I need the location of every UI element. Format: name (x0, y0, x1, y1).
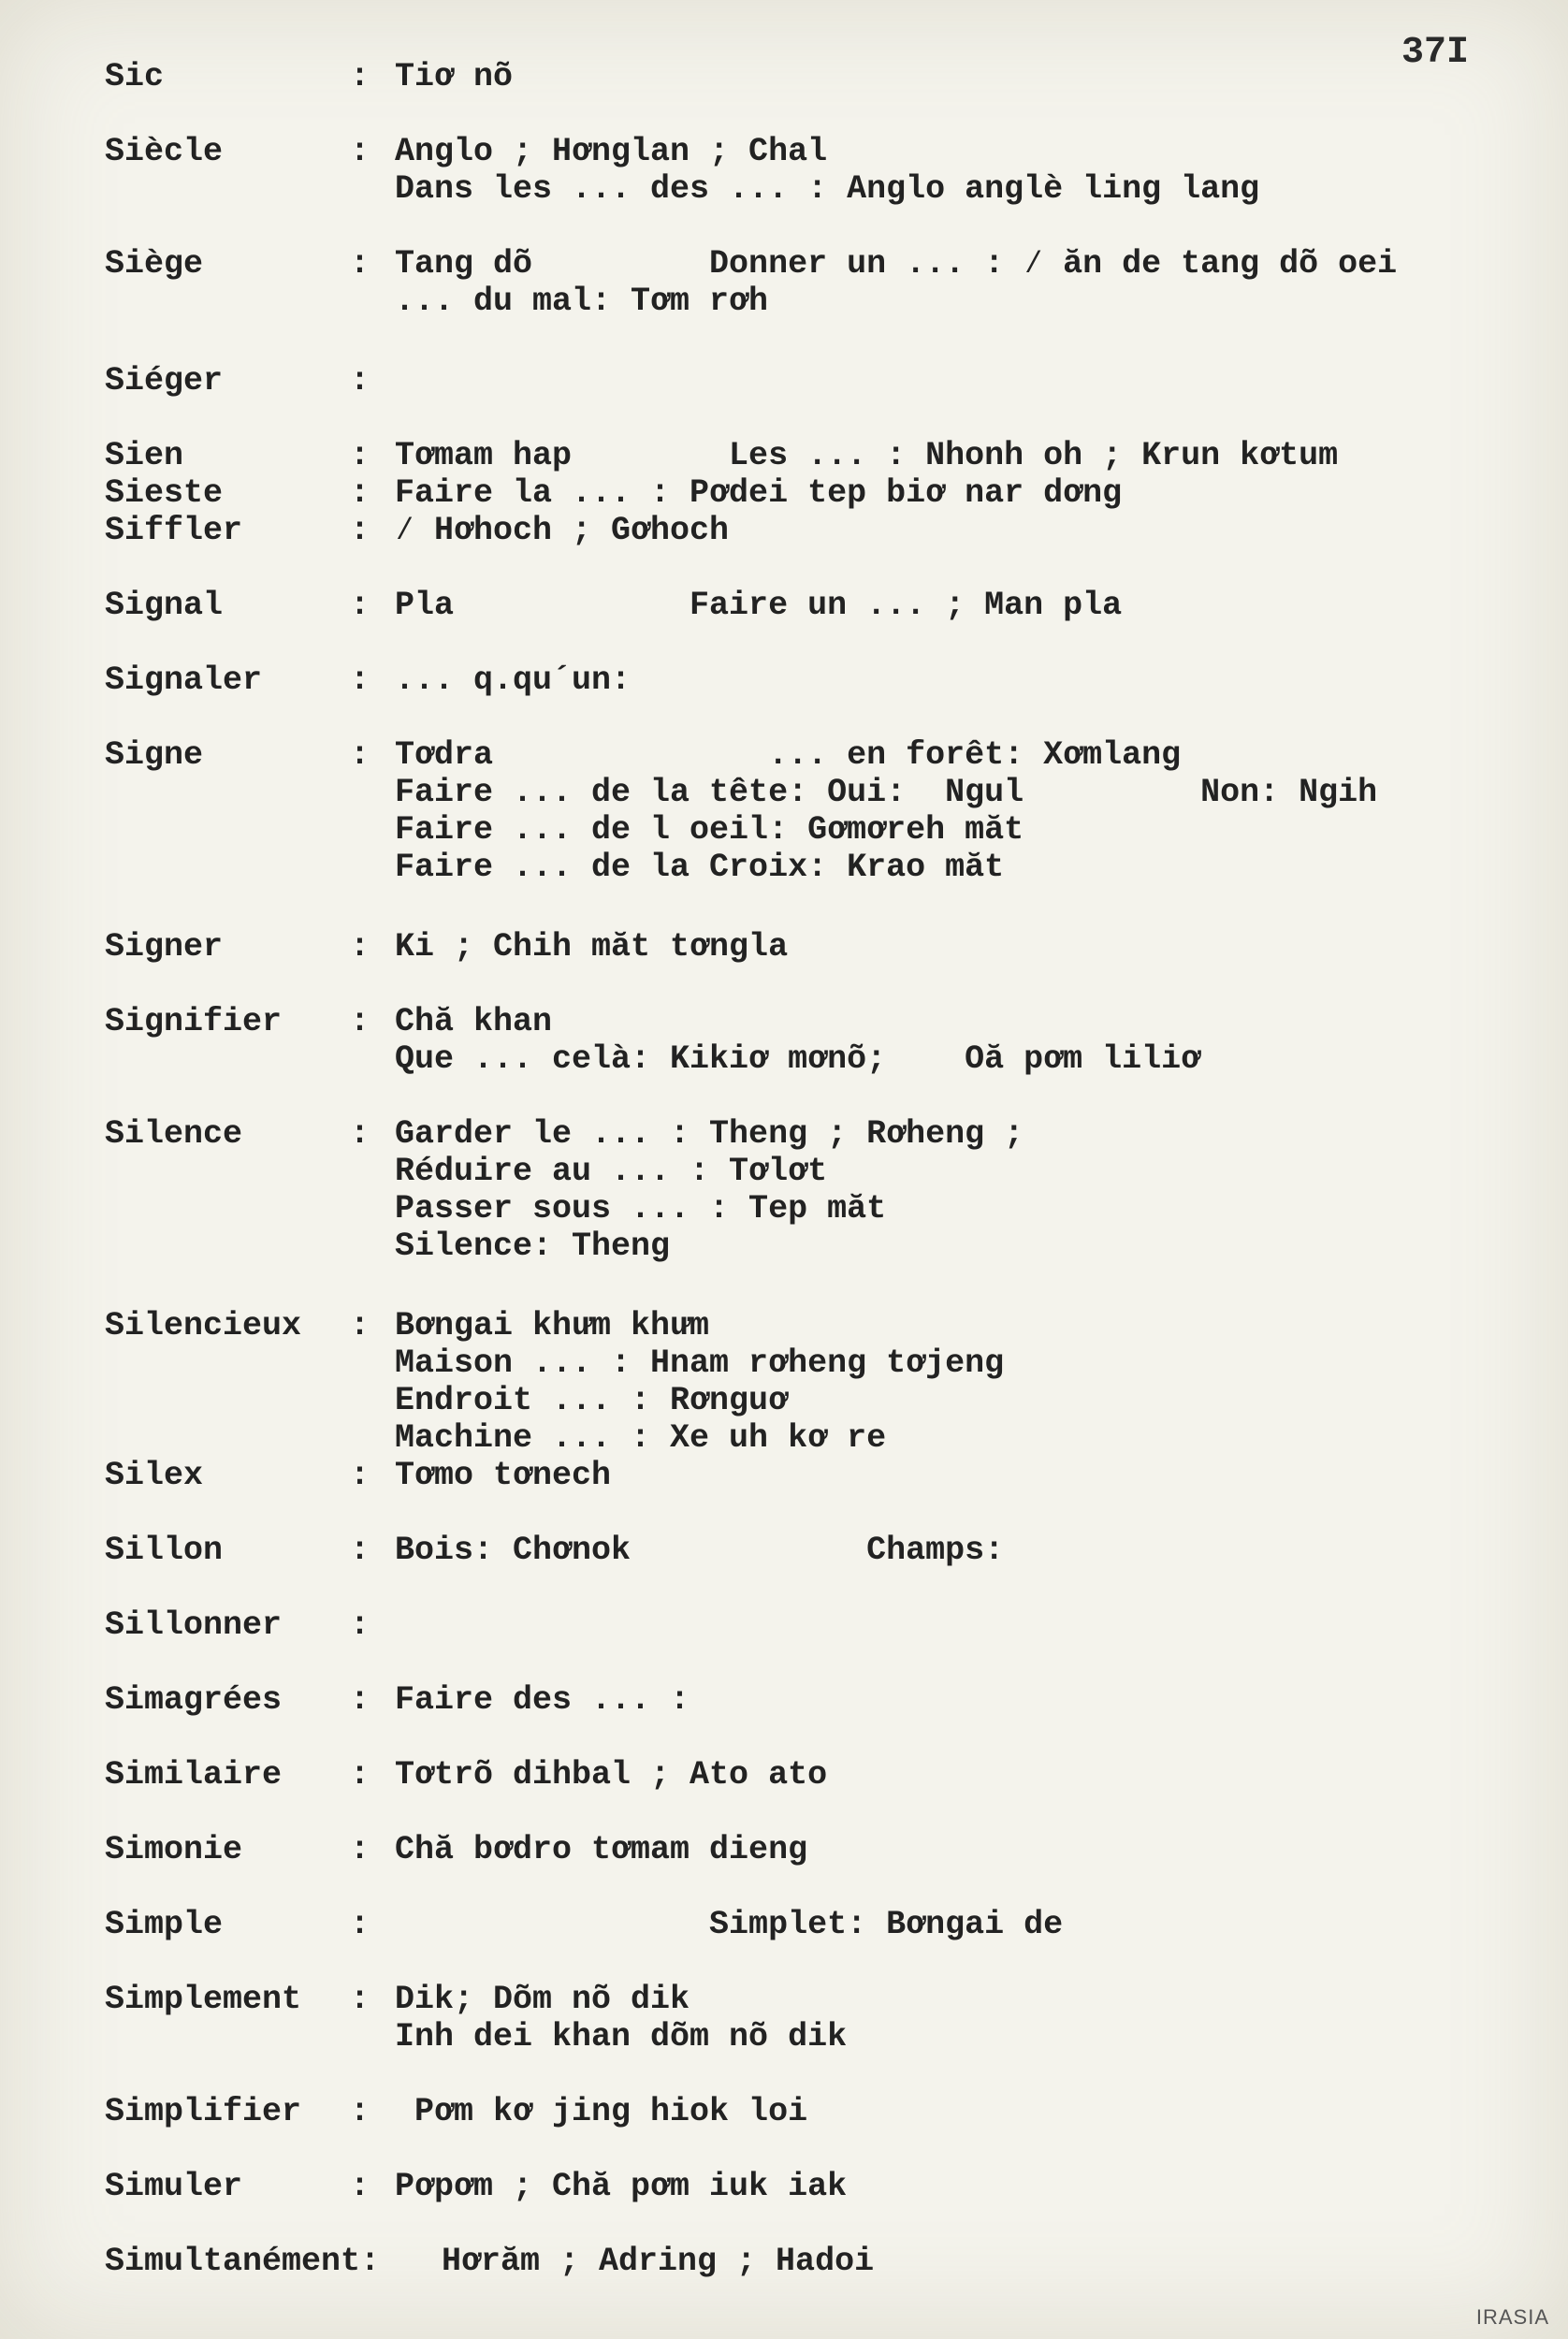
definition-line: Passer sous ... : Tep măt (395, 1190, 887, 1228)
separator-colon: : (350, 1532, 370, 1569)
definition-line: ... q.qu´un: (395, 661, 632, 699)
definition-line: Faire ... de l oeil: Gơmơreh măt (395, 811, 1024, 849)
dictionary-entry (105, 1003, 1508, 1078)
headword: Simuler (105, 2168, 243, 2205)
separator-colon: : (350, 2168, 370, 2205)
definition-line: Anglo ; Hơnglan ; Chal (395, 133, 828, 170)
dictionary-entry (105, 1906, 1508, 1943)
definition-line: Chă khan (395, 1003, 553, 1040)
definition-line: Pơpơm ; Chă pơm iuk iak (395, 2168, 848, 2205)
headword: Siège (105, 245, 204, 283)
definition-line: Faire la ... : Pơdei tep biơ nar dơng (395, 474, 1123, 512)
separator-colon: : (350, 587, 370, 624)
watermark: IRASIA (1475, 2305, 1549, 2329)
separator-colon: : (350, 736, 370, 774)
definition-line: Tiơ nõ (395, 58, 514, 95)
dictionary-entry (105, 512, 1508, 549)
definition-line: Hơrăm ; Adring ; Hadoi (442, 2243, 875, 2280)
definition-line: Pla Faire un ... ; Man pla (395, 587, 1123, 624)
dictionary-entry (105, 661, 1508, 699)
separator-colon: : (350, 1906, 370, 1943)
headword: Siffler (105, 512, 243, 549)
definition-line: Faire ... de la Croix: Krao măt (395, 849, 1005, 886)
definition-line: Dik; Dõm nõ dik (395, 1981, 690, 2018)
definition-line: Pơm kơ jing hiok loi (395, 2093, 808, 2130)
separator-colon: : (350, 1981, 370, 2018)
headword: Siéger (105, 362, 224, 400)
definition-line: Inh dei khan dõm nõ dik (395, 2018, 848, 2056)
separator-colon: : (350, 1606, 370, 1644)
dictionary-entry (105, 2093, 1508, 2130)
separator-colon: : (350, 1003, 370, 1040)
headword: Silencieux (105, 1307, 302, 1344)
definition-line: Chă bơdro tơmam dieng (395, 1831, 808, 1868)
definition-line: Tơdra ... en forêt: Xơmlang (395, 736, 1182, 774)
dictionary-entry (105, 58, 1508, 95)
headword: Signifier (105, 1003, 283, 1040)
dictionary-entry (105, 1681, 1508, 1719)
separator-colon: : (350, 362, 370, 400)
dictionary-entry (105, 362, 1508, 400)
definition-line: Bơngai khưm khưm (395, 1307, 710, 1344)
separator-colon: : (350, 1681, 370, 1719)
page-number: 37I (1401, 32, 1469, 74)
separator-colon: : (350, 2093, 370, 2130)
definition-line: Faire des ... : (395, 1681, 690, 1719)
separator-colon: : (350, 1756, 370, 1794)
separator-colon: : (350, 661, 370, 699)
separator-colon: : (350, 245, 370, 283)
headword: Similaire (105, 1756, 283, 1794)
definition-line: Bois: Chơnok Champs: (395, 1532, 1005, 1569)
dictionary-entry (105, 2168, 1508, 2205)
definition-line: Que ... celà: Kikiơ mơnõ; Oă pơm liliơ (395, 1040, 1201, 1078)
separator-colon: : (350, 512, 370, 549)
separator-colon: : (350, 928, 370, 966)
separator-colon: : (350, 133, 370, 170)
dictionary-entry (105, 133, 1508, 208)
dictionary-entry (105, 1981, 1508, 2056)
headword: Simagrées (105, 1681, 283, 1719)
separator-colon: : (350, 474, 370, 512)
dictionary-entry (105, 1756, 1508, 1794)
separator-colon: : (350, 58, 370, 95)
dictionary-entry (105, 1532, 1508, 1569)
headword: Simplement (105, 1981, 302, 2018)
dictionary-entry (105, 1307, 1508, 1457)
definition-line: Tơmam hap Les ... : Nhonh oh ; Krun kơtum (395, 437, 1339, 474)
dictionary-entry (105, 736, 1508, 886)
headword: Simonie (105, 1831, 243, 1868)
headword: Signaler (105, 661, 263, 699)
headword: Sieste (105, 474, 224, 512)
definition-line: Tang dõ Donner un ... : ⁄ ăn de tang dõ oei (395, 245, 1398, 283)
headword: Silex (105, 1457, 204, 1494)
definition-line: Dans les ... des ... : Anglo anglè ling lang (395, 170, 1260, 208)
definition-line: ... du mal: Tơm rơh (395, 283, 769, 320)
definition-line: Machine ... : Xe uh kơ re (395, 1419, 887, 1457)
headword: Siècle (105, 133, 224, 170)
dictionary-entry (105, 1831, 1508, 1868)
headword: Sillonner (105, 1606, 283, 1644)
separator-colon: : (350, 1457, 370, 1494)
definition-line: Endroit ... : Rơnguơ (395, 1382, 789, 1419)
dictionary-entry (105, 1606, 1508, 1644)
separator-colon: : (350, 1115, 370, 1153)
definition-line: ⁄ Hơhoch ; Gơhoch (395, 512, 730, 549)
headword: Silence (105, 1115, 243, 1153)
headword: Simple (105, 1906, 224, 1943)
dictionary-entry (105, 1457, 1508, 1494)
headword: Signal (105, 587, 224, 624)
definition-line: Maison ... : Hnam rơheng tơjeng (395, 1344, 1005, 1382)
definition-line: Garder le ... : Theng ; Rơheng ; (395, 1115, 1024, 1153)
definition-line: Tơtrõ dihbal ; Ato ato (395, 1756, 828, 1794)
definition-line: Tơmo tơnech (395, 1457, 612, 1494)
definition-line: Réduire au ... : Tơlơt (395, 1153, 828, 1190)
dictionary-entry (105, 2243, 1508, 2280)
headword: Simplifier (105, 2093, 302, 2130)
dictionary-entry (105, 1115, 1508, 1265)
headword: Sillon (105, 1532, 224, 1569)
headword: Simultanément: (105, 2243, 381, 2280)
separator-colon: : (350, 1307, 370, 1344)
headword: Sien (105, 437, 184, 474)
headword: Signer (105, 928, 224, 966)
separator-colon: : (350, 437, 370, 474)
dictionary-entry (105, 587, 1508, 624)
dictionary-entry (105, 245, 1508, 320)
definition-line: Ki ; Chih măt tơngla (395, 928, 789, 966)
definition-line: Simplet: Bơngai de (395, 1906, 1064, 1943)
dictionary-entry (105, 474, 1508, 512)
definition-line: Silence: Theng (395, 1228, 671, 1265)
dictionary-entry (105, 928, 1508, 966)
separator-colon: : (350, 1831, 370, 1868)
definition-line: Faire ... de la tête: Oui: Ngul Non: Ngih (395, 774, 1378, 811)
headword: Signe (105, 736, 204, 774)
headword: Sic (105, 58, 165, 95)
dictionary-entry (105, 437, 1508, 474)
